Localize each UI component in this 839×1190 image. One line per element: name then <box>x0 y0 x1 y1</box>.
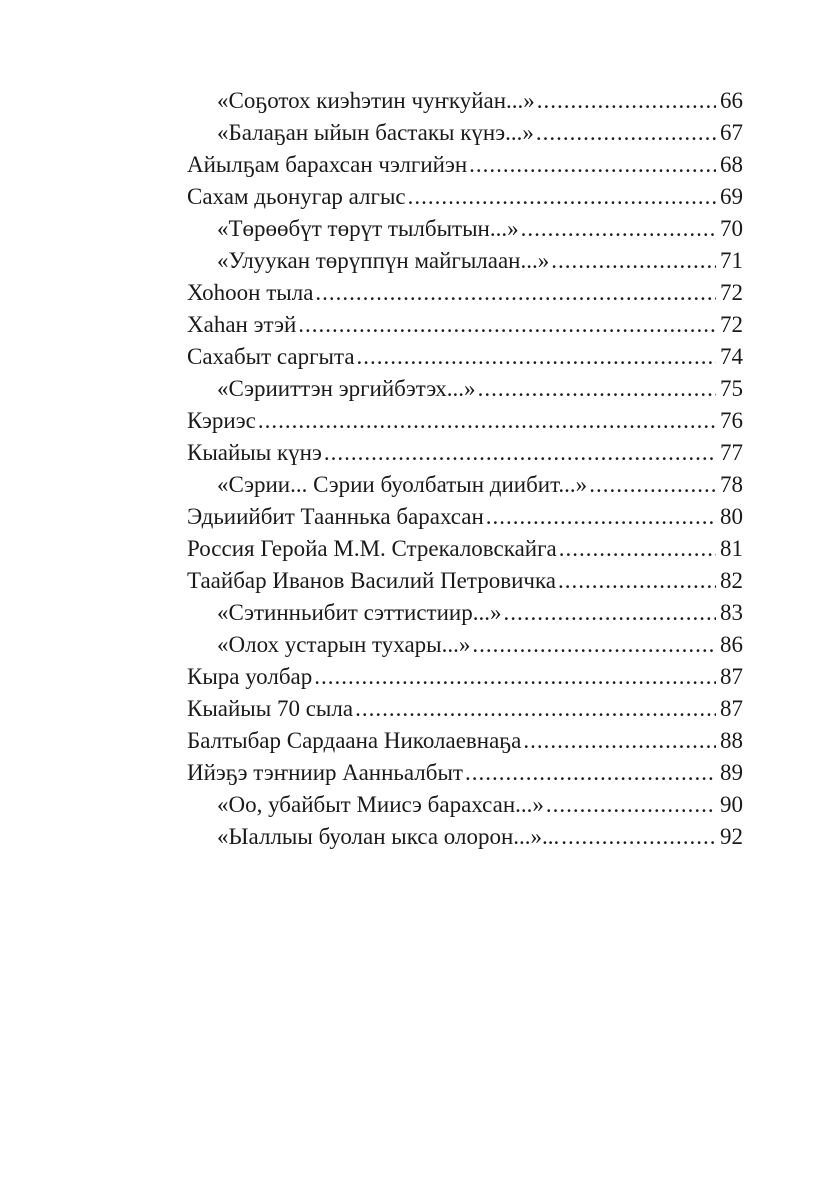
dot-leader <box>465 757 716 789</box>
toc-entry-title: «Ыаллыы буолан ыкса олорон...»... <box>217 824 560 849</box>
toc-entry <box>187 245 743 277</box>
toc-entry-title: Кыра уолбар <box>187 664 313 689</box>
dot-leader <box>298 309 716 341</box>
toc-entry <box>187 821 743 853</box>
toc-entry <box>187 341 743 373</box>
dot-leader <box>486 501 716 533</box>
toc-entry-title: Айылҕам барахсан чэлгийэн <box>187 152 468 177</box>
dot-leader <box>478 373 716 405</box>
toc-entry-title: «Соҕотох киэһэтин чуҥкуйан...» <box>217 88 535 113</box>
toc-entry-title: Эдьиийбит Тааннька барахсан <box>187 504 484 529</box>
toc-entry-page: 83 <box>720 600 743 625</box>
toc-entry <box>187 661 743 693</box>
dot-leader <box>537 85 716 117</box>
toc-entry <box>187 309 743 341</box>
dot-leader <box>357 341 716 373</box>
dot-leader <box>314 661 716 693</box>
toc-entry-title: Ийэҕэ тэҥниир Аанньалбыт <box>187 760 463 785</box>
toc-entry <box>187 373 743 405</box>
dot-leader <box>558 565 716 597</box>
toc-entry <box>187 437 743 469</box>
toc-entry-page: 68 <box>720 152 743 177</box>
toc-entry <box>187 501 743 533</box>
dot-leader <box>561 821 716 853</box>
toc-entry-title: Хаһан этэй <box>187 312 297 337</box>
toc-entry-page: 71 <box>720 248 743 273</box>
toc-entry-title: «Төрөөбүт төрүт тылбытын...» <box>217 216 519 241</box>
toc-entry-page: 75 <box>720 376 743 401</box>
toc-entry-page: 87 <box>720 696 743 721</box>
toc-entry <box>187 469 743 501</box>
toc-entry <box>187 565 743 597</box>
toc-entry-title: «Улуукан төрүппүн майгылаан...» <box>217 248 550 273</box>
toc-entry <box>187 789 743 821</box>
dot-leader <box>469 149 716 181</box>
dot-leader <box>503 597 716 629</box>
toc-entry-page: 78 <box>720 472 743 497</box>
toc-entry-page: 66 <box>720 88 743 113</box>
toc-entry-title: Сахабыт саргыта <box>187 344 355 369</box>
toc-entry-page: 77 <box>720 440 743 465</box>
toc-entry <box>187 757 743 789</box>
toc-entry-title: «Сэрии... Сэрии буолбатын диибит...» <box>217 472 588 497</box>
toc-entry-title: Кэриэс <box>187 408 256 433</box>
toc-entry-page: 82 <box>720 568 743 593</box>
toc-entry-title: Балтыбар Сардаана Николаевнаҕа <box>187 728 522 753</box>
toc-entry-page: 76 <box>720 408 743 433</box>
toc-entry-page: 86 <box>720 632 743 657</box>
toc-entry <box>187 277 743 309</box>
toc-entry-page: 72 <box>720 280 743 305</box>
toc-entry <box>187 181 743 213</box>
dot-leader <box>523 725 716 757</box>
toc-entry <box>187 693 743 725</box>
dot-leader <box>472 629 716 661</box>
toc-entry-page: 81 <box>720 536 743 561</box>
dot-leader <box>355 693 716 725</box>
toc-entry-title: «Балаҕан ыйын бастакы күнэ...» <box>217 120 534 145</box>
toc-entry-page: 80 <box>720 504 743 529</box>
dot-leader <box>521 213 716 245</box>
dot-leader <box>551 245 716 277</box>
toc-entry-page: 87 <box>720 664 743 689</box>
toc-entry-page: 70 <box>720 216 743 241</box>
dot-leader <box>559 533 716 565</box>
toc-entry <box>187 213 743 245</box>
dot-leader <box>589 469 716 501</box>
toc-entry <box>187 405 743 437</box>
dot-leader <box>258 405 716 437</box>
toc-entry <box>187 725 743 757</box>
toc-entry <box>187 85 743 117</box>
toc-entry-page: 67 <box>720 120 743 145</box>
dot-leader <box>408 181 716 213</box>
toc-entry <box>187 629 743 661</box>
toc-entry-title: «Сэрииттэн эргийбэтэх...» <box>217 376 476 401</box>
toc-entry-title: «Оо, убайбыт Миисэ барахсан...» <box>217 792 544 817</box>
toc-entry <box>187 533 743 565</box>
dot-leader <box>536 117 716 149</box>
toc-entry-title: Кыайыы күнэ <box>187 440 322 465</box>
toc-entry-title: Хоһоон тыла <box>187 280 314 305</box>
toc-entry-page: 69 <box>720 184 743 209</box>
toc-entry-title: Таайбар Иванов Василий Петровичка <box>187 568 556 593</box>
table-of-contents <box>187 85 743 853</box>
dot-leader <box>324 437 716 469</box>
toc-entry-page: 92 <box>720 824 743 849</box>
toc-entry-title: Сахам дьонугар алгыс <box>187 184 406 209</box>
toc-entry-title: «Олох устарын тухары...» <box>217 632 471 657</box>
toc-entry-title: «Сэтинньибит сэттистиир...» <box>217 600 502 625</box>
toc-entry-page: 72 <box>720 312 743 337</box>
toc-entry-title: Россия Геройа М.М. Стрекаловскайга <box>187 536 557 561</box>
toc-entry <box>187 149 743 181</box>
dot-leader <box>315 277 716 309</box>
toc-entry <box>187 117 743 149</box>
dot-leader <box>546 789 716 821</box>
toc-entry-page: 74 <box>720 344 743 369</box>
toc-entry-page: 90 <box>720 792 743 817</box>
toc-entry-title: Кыайыы 70 сыла <box>187 696 354 721</box>
toc-entry <box>187 597 743 629</box>
toc-entry-page: 89 <box>720 760 743 785</box>
toc-entry-page: 88 <box>720 728 743 753</box>
